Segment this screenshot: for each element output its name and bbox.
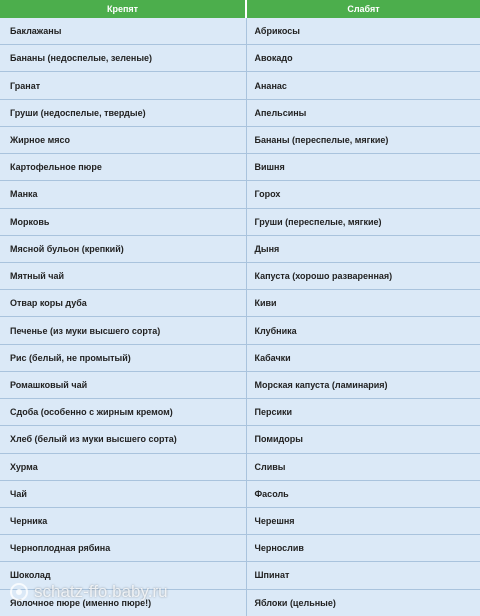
cell-laxative: Черешня — [246, 507, 480, 534]
cell-constipating: Мясной бульон (крепкий) — [0, 235, 246, 262]
table-row — [0, 181, 480, 208]
cell-constipating: Хлеб (белый из муки высшего сорта) — [0, 426, 246, 453]
cell-laxative: Кабачки — [246, 344, 480, 371]
cell-constipating: Бананы (недоспелые, зеленые) — [0, 45, 246, 72]
cell-laxative: Абрикосы — [246, 18, 480, 45]
cell-laxative: Сливы — [246, 453, 480, 480]
cell-laxative: Дыня — [246, 235, 480, 262]
cell-laxative: Капуста (хорошо разваренная) — [246, 262, 480, 289]
cell-constipating: Баклажаны — [0, 18, 246, 45]
cell-constipating: Жирное мясо — [0, 126, 246, 153]
table-row — [0, 589, 480, 616]
cell-laxative: Персики — [246, 399, 480, 426]
table-row — [0, 426, 480, 453]
cell-laxative: Шпинат — [246, 562, 480, 589]
cell-laxative: Яблоки (цельные) — [246, 589, 480, 616]
cell-laxative: Морская капуста (ламинария) — [246, 371, 480, 398]
cell-laxative: Авокадо — [246, 45, 480, 72]
cell-laxative: Киви — [246, 290, 480, 317]
cell-laxative: Ананас — [246, 72, 480, 99]
cell-constipating: Рис (белый, не промытый) — [0, 344, 246, 371]
cell-constipating: Черноплодная рябина — [0, 535, 246, 562]
table-row — [0, 535, 480, 562]
table-row — [0, 399, 480, 426]
cell-laxative: Груши (переспелые, мягкие) — [246, 208, 480, 235]
table-row — [0, 208, 480, 235]
header-constipating: Крепят — [0, 0, 246, 18]
table-row — [0, 99, 480, 126]
table-row — [0, 45, 480, 72]
cell-constipating: Гранат — [0, 72, 246, 99]
cell-laxative: Помидоры — [246, 426, 480, 453]
cell-constipating: Сдоба (особенно с жирным кремом) — [0, 399, 246, 426]
cell-constipating: Отвар коры дуба — [0, 290, 246, 317]
table-row — [0, 507, 480, 534]
table-row — [0, 480, 480, 507]
header-row — [0, 0, 480, 18]
table-row — [0, 562, 480, 589]
table-row — [0, 262, 480, 289]
cell-laxative: Вишня — [246, 154, 480, 181]
cell-constipating: Ромашковый чай — [0, 371, 246, 398]
cell-constipating: Хурма — [0, 453, 246, 480]
header-laxative: Слабят — [246, 0, 480, 18]
cell-constipating: Груши (недоспелые, твердые) — [0, 99, 246, 126]
cell-constipating: Черника — [0, 507, 246, 534]
table-body — [0, 18, 480, 616]
table-row — [0, 317, 480, 344]
cell-constipating: Морковь — [0, 208, 246, 235]
cell-constipating: Манка — [0, 181, 246, 208]
cell-laxative: Горох — [246, 181, 480, 208]
table-row — [0, 371, 480, 398]
cell-constipating: Чай — [0, 480, 246, 507]
table-row — [0, 126, 480, 153]
watermark-text: schatz-ffo.baby.ru — [34, 582, 168, 601]
table-row — [0, 453, 480, 480]
table-row — [0, 235, 480, 262]
table-row — [0, 18, 480, 45]
cell-laxative: Чернослив — [246, 535, 480, 562]
cell-constipating: Мятный чай — [0, 262, 246, 289]
cell-laxative: Апельсины — [246, 99, 480, 126]
cell-constipating: Картофельное пюре — [0, 154, 246, 181]
table-row — [0, 290, 480, 317]
cell-constipating: Шоколад — [0, 562, 246, 589]
cell-laxative: Фасоль — [246, 480, 480, 507]
table-row — [0, 154, 480, 181]
cell-laxative: Клубника — [246, 317, 480, 344]
table-row — [0, 344, 480, 371]
cell-constipating: Яблочное пюре (именно пюре!) — [0, 589, 246, 616]
cell-laxative: Бананы (переспелые, мягкие) — [246, 126, 480, 153]
table-row — [0, 72, 480, 99]
cell-constipating: Печенье (из муки высшего сорта) — [0, 317, 246, 344]
